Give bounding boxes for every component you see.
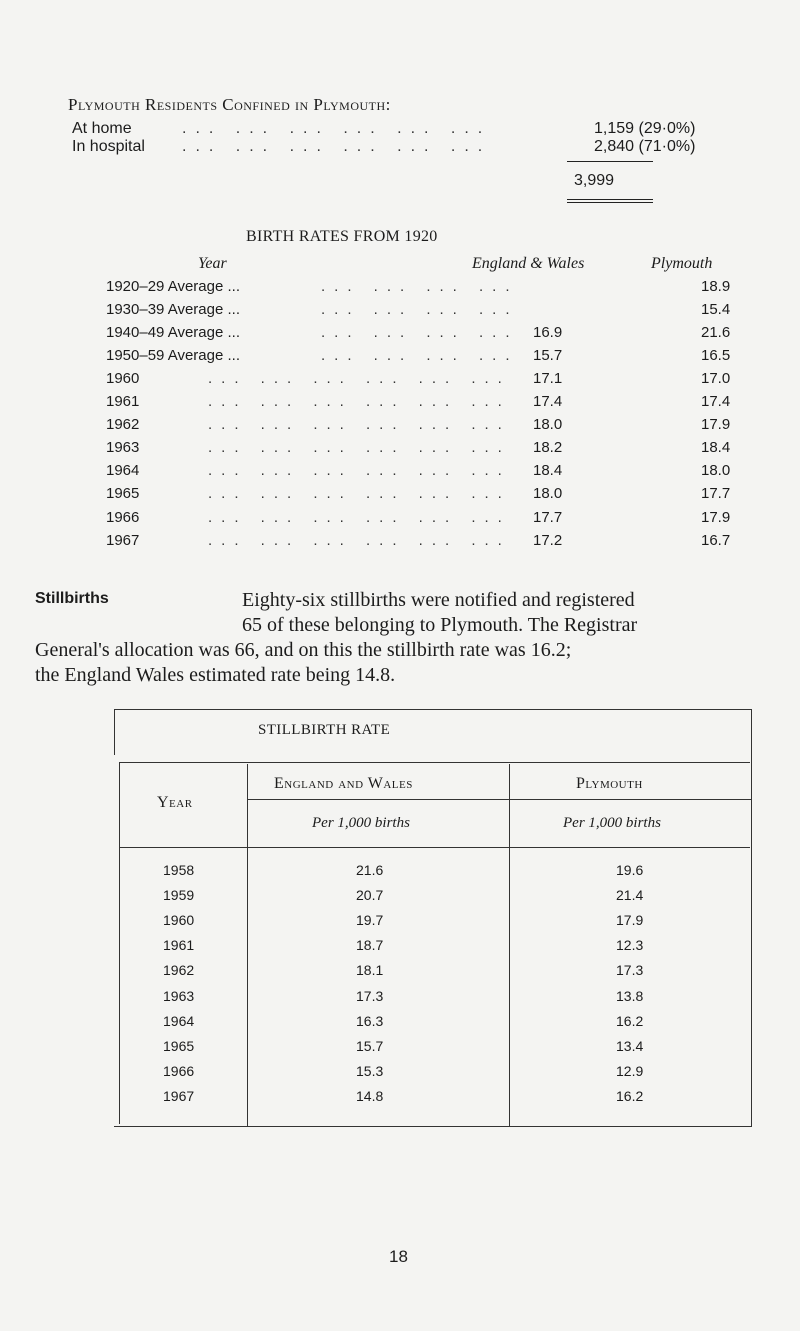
birth-rate-year: 1965 — [106, 485, 140, 503]
birth-rate-row — [106, 462, 746, 485]
stillbirth-plymouth: 17.3 — [616, 962, 644, 979]
birth-rate-plymouth: 17.9 — [701, 416, 731, 434]
table-header-rule — [247, 799, 752, 800]
stillbirths-text-line: 65 of these belonging to Plymouth. The Registrar — [242, 614, 638, 636]
birth-rates-title: BIRTH RATES FROM 1920 — [246, 228, 438, 245]
stillbirth-england-wales: 14.8 — [356, 1087, 384, 1104]
leader-dots: ... ... ... ... ... ... — [208, 416, 511, 434]
leader-dots: ... ... ... ... — [321, 301, 519, 319]
residents-total: 3,999 — [574, 172, 615, 189]
birth-rate-row — [106, 278, 746, 301]
birth-rate-year: 1961 — [106, 393, 140, 411]
birth-rate-row — [106, 393, 746, 416]
table-header-england-wales: England and Wales — [274, 775, 413, 792]
leader-dots: ... ... ... ... — [321, 278, 519, 295]
col-header-year: Year — [198, 255, 227, 272]
stillbirth-plymouth: 16.2 — [616, 1012, 644, 1029]
table-left-border — [119, 762, 120, 1124]
stillbirth-plymouth: 17.9 — [616, 912, 644, 929]
birth-rate-row — [106, 301, 746, 324]
stillbirth-year: 1966 — [163, 1062, 195, 1079]
residents-value: 1,159 (29·0%) — [594, 120, 696, 137]
birth-rate-england-wales: 15.7 — [533, 347, 563, 365]
stillbirth-table-title: STILLBIRTH RATE — [258, 722, 391, 738]
birth-rate-year: 1966 — [106, 508, 140, 526]
leader-dots: ... ... ... ... ... ... — [182, 120, 492, 137]
page-number: 18 — [389, 1247, 408, 1266]
stillbirth-year: 1964 — [163, 1012, 195, 1029]
birth-rate-year: 1950–59 Average ... — [106, 347, 241, 365]
stillbirths-text-line: the England Wales estimated rate being 14.8. — [35, 664, 396, 686]
leader-dots: ... ... ... ... ... ... — [208, 462, 511, 480]
residents-row-in-hospital — [72, 138, 752, 160]
birth-rate-plymouth: 18.9 — [701, 278, 731, 295]
birth-rate-england-wales: 17.2 — [533, 531, 563, 549]
birth-rate-plymouth: 18.0 — [701, 462, 731, 480]
birth-rate-year: 1940–49 Average ... — [106, 324, 241, 342]
birth-rate-year: 1967 — [106, 531, 140, 549]
stillbirth-plymouth: 16.2 — [616, 1087, 644, 1104]
col-header-plymouth: Plymouth — [651, 255, 713, 272]
stillbirth-plymouth: 21.4 — [616, 887, 644, 904]
stillbirth-plymouth: 13.4 — [616, 1037, 644, 1054]
stillbirth-england-wales: 18.1 — [356, 962, 384, 979]
table-right-border — [751, 709, 752, 1127]
stillbirth-year: 1960 — [163, 912, 195, 929]
birth-rate-row — [106, 485, 746, 508]
total-underline-double — [567, 202, 653, 203]
birth-rate-year: 1963 — [106, 439, 140, 457]
birth-rate-year: 1960 — [106, 370, 140, 388]
birth-rate-year: 1962 — [106, 416, 140, 434]
birth-rate-england-wales: 18.2 — [533, 439, 563, 457]
birth-rate-plymouth: 17.9 — [701, 508, 731, 526]
birth-rate-row — [106, 370, 746, 393]
stillbirth-year: 1963 — [163, 987, 195, 1004]
stillbirth-year: 1958 — [163, 862, 195, 878]
table-col-divider-2 — [509, 764, 510, 1126]
stillbirth-england-wales: 21.6 — [356, 862, 384, 878]
birth-rate-england-wales: 18.0 — [533, 485, 563, 503]
table-subheader-england-wales: Per 1,000 births — [312, 815, 410, 831]
table-subheader-rule — [120, 847, 750, 848]
leader-dots: ... ... ... ... ... ... — [208, 508, 511, 526]
stillbirth-england-wales: 18.7 — [356, 937, 384, 954]
leader-dots: ... ... ... ... ... ... — [208, 370, 511, 388]
birth-rate-year: 1920–29 Average ... — [106, 278, 241, 295]
birth-rate-year: 1964 — [106, 462, 140, 480]
sum-rule — [567, 161, 653, 162]
table-header-plymouth: Plymouth — [576, 775, 643, 792]
birth-rate-plymouth: 17.4 — [701, 393, 731, 411]
leader-dots: ... ... ... ... ... ... — [182, 138, 492, 155]
table-subheader-plymouth: Per 1,000 births — [563, 815, 661, 831]
total-underline — [567, 199, 653, 200]
table-bottom-border — [114, 1126, 752, 1127]
leader-dots: ... ... ... ... — [321, 347, 519, 365]
birth-rate-row — [106, 509, 746, 532]
birth-rate-plymouth: 17.7 — [701, 485, 731, 503]
leader-dots: ... ... ... ... ... ... — [208, 439, 511, 457]
birth-rate-england-wales: 17.7 — [533, 508, 563, 526]
stillbirth-year: 1965 — [163, 1037, 195, 1054]
stillbirth-plymouth: 12.3 — [616, 937, 644, 954]
stillbirth-year: 1959 — [163, 887, 195, 904]
birth-rate-plymouth: 21.6 — [701, 324, 731, 342]
stillbirth-england-wales: 15.3 — [356, 1062, 384, 1079]
birth-rate-england-wales: 18.0 — [533, 416, 563, 434]
stillbirth-year: 1962 — [163, 962, 195, 979]
birth-rate-row — [106, 416, 746, 439]
residents-heading: Plymouth Residents Confined in Plymouth: — [68, 95, 391, 114]
table-top-border — [114, 709, 752, 710]
birth-rate-year: 1930–39 Average ... — [106, 301, 241, 319]
birth-rate-plymouth: 16.5 — [701, 347, 731, 365]
birth-rate-plymouth: 15.4 — [701, 301, 731, 319]
stillbirth-england-wales: 17.3 — [356, 987, 384, 1004]
birth-rate-plymouth: 17.0 — [701, 370, 731, 388]
stillbirth-england-wales: 20.7 — [356, 887, 384, 904]
birth-rate-england-wales: 17.1 — [533, 370, 563, 388]
stillbirths-label: Stillbirths — [35, 590, 109, 607]
stillbirths-text-line: Eighty-six stillbirths were notified and registered — [242, 589, 635, 611]
stillbirths-text-line: General's allocation was 66, and on this the stillbirth rate was 16.2; — [35, 639, 572, 661]
leader-dots: ... ... ... ... — [321, 324, 519, 342]
birth-rate-plymouth: 16.7 — [701, 531, 731, 549]
table-left-border-top — [114, 709, 115, 755]
birth-rate-row — [106, 439, 746, 462]
stillbirth-plymouth: 19.6 — [616, 862, 644, 878]
birth-rate-england-wales: 18.4 — [533, 462, 563, 480]
stillbirth-england-wales: 15.7 — [356, 1037, 384, 1054]
leader-dots: ... ... ... ... ... ... — [208, 393, 511, 411]
residents-label: At home — [72, 120, 132, 137]
birth-rate-plymouth: 18.4 — [701, 439, 731, 457]
leader-dots: ... ... ... ... ... ... — [208, 531, 511, 549]
residents-value: 2,840 (71·0%) — [594, 138, 696, 155]
stillbirth-plymouth: 13.8 — [616, 987, 644, 1004]
residents-label: In hospital — [72, 138, 145, 155]
stillbirth-year: 1961 — [163, 937, 195, 954]
stillbirth-year: 1967 — [163, 1087, 195, 1104]
birth-rate-row — [106, 347, 746, 370]
stillbirth-england-wales: 19.7 — [356, 912, 384, 929]
col-header-england-wales: England & Wales — [472, 255, 585, 272]
birth-rate-row — [106, 324, 746, 347]
stillbirth-england-wales: 16.3 — [356, 1012, 384, 1029]
leader-dots: ... ... ... ... ... ... — [208, 485, 511, 503]
table-header-year: Year — [157, 794, 193, 811]
birth-rate-england-wales: 16.9 — [533, 324, 563, 342]
table-title-rule — [120, 762, 750, 763]
table-col-divider-1 — [247, 764, 248, 1126]
stillbirth-plymouth: 12.9 — [616, 1062, 644, 1079]
birth-rate-england-wales: 17.4 — [533, 393, 563, 411]
birth-rate-row — [106, 532, 746, 555]
